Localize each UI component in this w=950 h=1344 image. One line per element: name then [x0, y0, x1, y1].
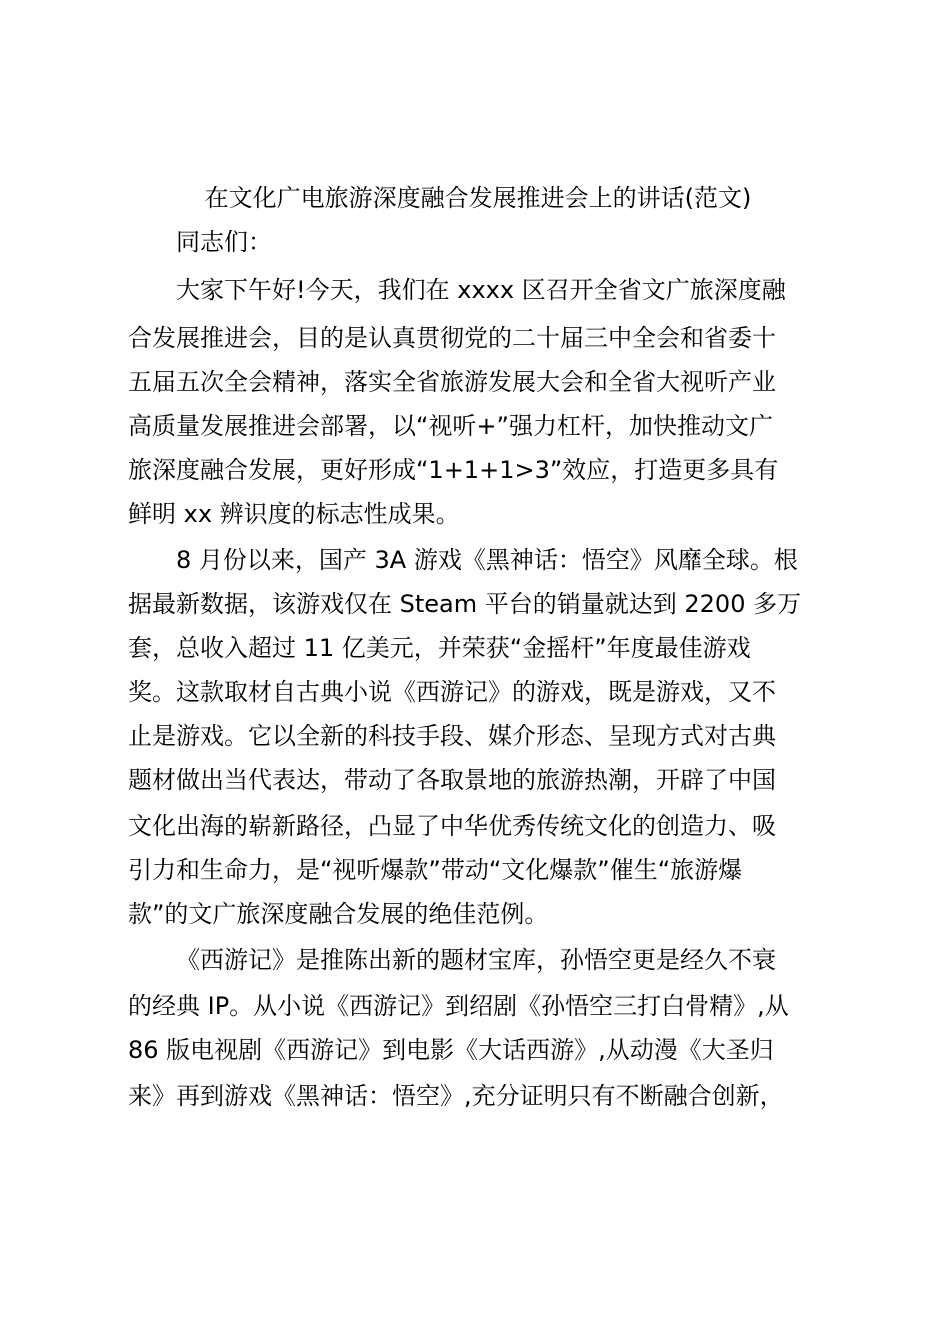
paragraph-line: 来》再到游戏《黑神话：悟空》,充分证明只有不断融合创新， — [128, 1082, 784, 1110]
paragraph-line: 的经典 IP。从小说《西游记》到绍剧《孙悟空三打白骨精》,从 — [128, 992, 789, 1020]
paragraph-line: 引力和生命力，是“视听爆款”带动“文化爆款”催生“旅游爆 — [128, 856, 743, 884]
paragraph-line: 套，总收入超过 11 亿美元，并荣获“金摇杆”年度最佳游戏 — [128, 634, 751, 662]
paragraph-line: 止是游戏。它以全新的科技手段、媒介形态、呈现方式对古典 — [128, 722, 776, 750]
salutation: 同志们： — [176, 228, 272, 256]
paragraph-line: 8 月份以来，国产 3A 游戏《黑神话：悟空》风靡全球。根 — [176, 546, 798, 574]
document-title: 在文化广电旅游深度融合发展推进会上的讲话(范文) — [204, 184, 752, 212]
paragraph-line: 文化出海的崭新路径，凸显了中华优秀传统文化的创造力、吸 — [128, 812, 776, 840]
paragraph-line: 鲜明 xx 辨识度的标志性成果。 — [128, 500, 460, 528]
paragraph-line: 五届五次全会精神，落实全省旅游发展大会和全省大视听产业 — [128, 368, 776, 396]
paragraph-line: 合发展推进会，目的是认真贯彻党的二十届三中全会和省委十 — [128, 324, 776, 352]
paragraph-line: 86 版电视剧《西游记》到电影《大话西游》,从动漫《大圣归 — [128, 1036, 774, 1064]
paragraph-line: 大家下午好!今天，我们在 xxxx 区召开全省文广旅深度融 — [176, 276, 786, 304]
paragraph-line: 高质量发展推进会部署，以“视听+”强力杠杆，加快推动文广 — [128, 412, 773, 440]
paragraph-line: 款”的文广旅深度融合发展的绝佳范例。 — [128, 900, 549, 928]
paragraph-line: 《西游记》是推陈出新的题材宝库，孙悟空更是经久不衰 — [176, 946, 776, 974]
paragraph-line: 奖。这款取材自古典小说《西游记》的游戏，既是游戏，又不 — [128, 678, 776, 706]
paragraph-line: 旅深度融合发展，更好形成“1+1+1>3”效应，打造更多具有 — [128, 456, 779, 484]
paragraph-line: 据最新数据，该游戏仅在 Steam 平台的销量就达到 2200 多万 — [128, 590, 802, 618]
paragraph-line: 题材做出当代表达，带动了各取景地的旅游热潮，开辟了中国 — [128, 766, 776, 794]
